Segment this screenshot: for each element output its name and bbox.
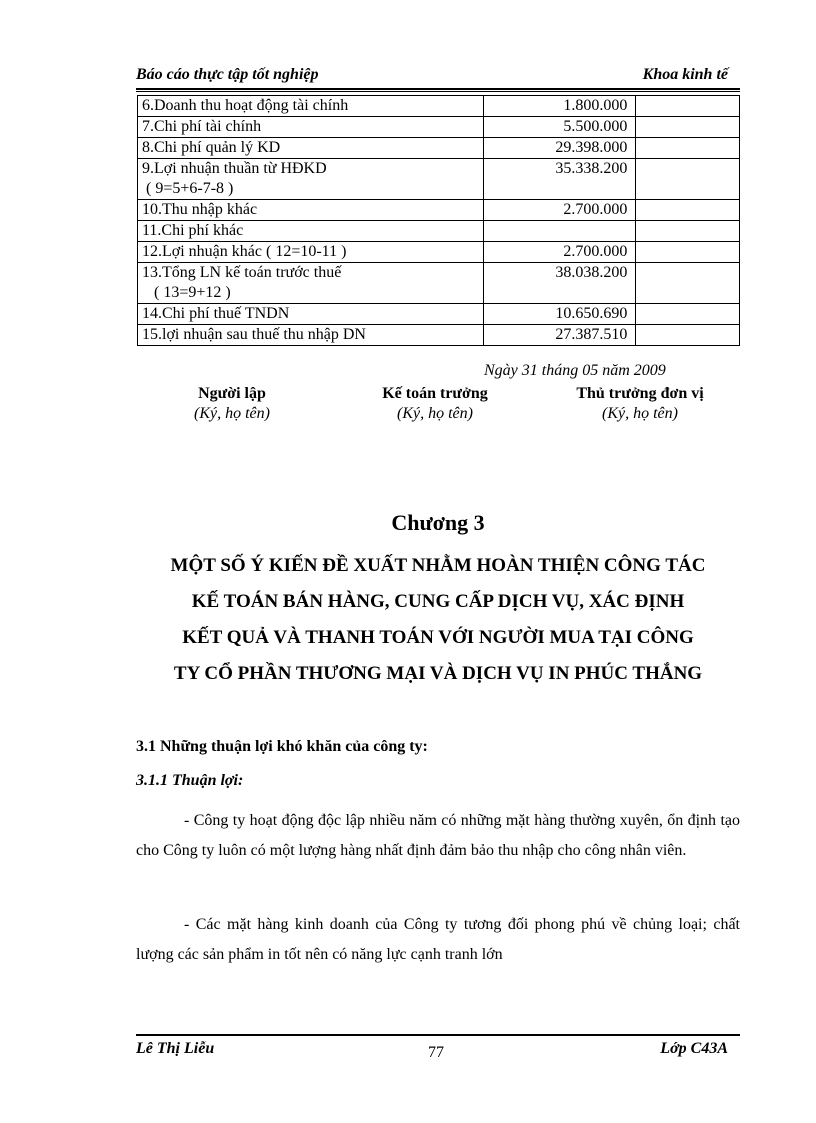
row-item-label: 15.lợi nhuận sau thuế thu nhập DN <box>142 326 366 343</box>
table-row <box>138 117 740 138</box>
row-value-cell <box>484 117 636 138</box>
row-item-formula: ( 9=5+6-7-8 ) <box>142 180 234 197</box>
chapter-title <box>130 548 746 692</box>
row-item-cell <box>138 138 484 159</box>
chapter-title-line: KẾT QUẢ VÀ THANH TOÁN VỚI NGƯỜI MUA TẠI CÔNG <box>182 627 694 648</box>
row-item-label: 7.Chi phí tài chính <box>142 118 262 135</box>
row-empty-cell <box>636 159 740 200</box>
header-faculty: Khoa kinh tế <box>642 66 728 83</box>
preparer-note: (Ký, họ tên) <box>194 405 270 422</box>
row-item-cell <box>138 242 484 263</box>
row-item-cell <box>138 159 484 200</box>
row-value: 10.650.690 <box>555 305 628 322</box>
row-item-label: 9.Lợi nhuận thuần từ HĐKD <box>142 160 327 177</box>
header-report-title: Báo cáo thực tập tốt nghiệp <box>136 66 319 83</box>
row-item-cell <box>138 117 484 138</box>
footer-rule <box>136 1034 740 1036</box>
footer-author: Lê Thị Liễu <box>136 1040 215 1057</box>
row-value: 38.038.200 <box>555 264 628 281</box>
signature-preparer <box>162 384 302 424</box>
row-item-cell <box>138 325 484 346</box>
chapter-number: Chương 3 <box>391 510 485 535</box>
row-empty-cell <box>636 200 740 221</box>
row-empty-cell <box>636 304 740 325</box>
row-value-cell <box>484 159 636 200</box>
row-empty-cell <box>636 117 740 138</box>
row-value-cell <box>484 200 636 221</box>
row-value-cell <box>484 221 636 242</box>
table-row <box>138 96 740 117</box>
preparer-title: Người lập <box>198 385 266 402</box>
row-empty-cell <box>636 138 740 159</box>
row-value: 5.500.000 <box>563 118 628 135</box>
row-item-label: 10.Thu nhập khác <box>142 201 258 218</box>
row-empty-cell <box>636 96 740 117</box>
row-value: 2.700.000 <box>563 201 628 218</box>
table-row <box>138 325 740 346</box>
signature-date: Ngày 31 tháng 05 năm 2009 <box>484 362 666 379</box>
row-item-cell <box>138 221 484 242</box>
signature-director <box>556 384 724 424</box>
row-empty-cell <box>636 263 740 304</box>
row-item-label: 11.Chi phí khác <box>142 222 244 239</box>
table-row <box>138 200 740 221</box>
subsection-heading: 3.1.1 Thuận lợi: <box>136 772 244 789</box>
header-rule <box>136 88 740 90</box>
table-row <box>138 221 740 242</box>
chapter-title-line: MỘT SỐ Ý KIẾN ĐỀ XUẤT NHẰM HOÀN THIỆN CÔNG TÁC <box>170 555 706 576</box>
row-item-cell <box>138 304 484 325</box>
row-value-cell <box>484 138 636 159</box>
income-statement-table <box>137 95 740 346</box>
row-item-label: 12.Lợi nhuận khác ( 12=10-11 ) <box>142 243 347 260</box>
row-empty-cell <box>636 242 740 263</box>
row-value-cell <box>484 325 636 346</box>
accountant-title: Kế toán trưởng <box>382 385 488 402</box>
row-empty-cell <box>636 325 740 346</box>
accountant-note: (Ký, họ tên) <box>397 405 473 422</box>
table-row <box>138 304 740 325</box>
row-item-label: 13.Tổng LN kế toán trước thuế <box>142 264 342 281</box>
signature-accountant <box>360 384 510 424</box>
row-value-cell <box>484 96 636 117</box>
chapter-title-line: KẾ TOÁN BÁN HÀNG, CUNG CẤP DỊCH VỤ, XÁC ĐỊNH <box>191 591 685 612</box>
table-row <box>138 138 740 159</box>
table-row <box>138 159 740 200</box>
row-value: 1.800.000 <box>563 97 628 114</box>
row-value: 35.338.200 <box>555 160 628 177</box>
header-rule-thin <box>136 91 740 92</box>
row-value-cell <box>484 304 636 325</box>
section-heading: 3.1 Những thuận lợi khó khăn của công ty: <box>136 738 428 755</box>
row-value: 2.700.000 <box>563 243 628 260</box>
row-item-cell <box>138 96 484 117</box>
paragraph-2: - Các mặt hàng kinh doanh của Công ty tương đối phong phú về chủng loại; chất lượng các sản phẩm in tốt nên có năng lực cạnh tranh lớn <box>136 916 740 963</box>
director-title: Thủ trưởng đơn vị <box>576 385 704 402</box>
chapter-title-line: TY CỔ PHẦN THƯƠNG MẠI VÀ DỊCH VỤ IN PHÚC THẮNG <box>173 663 703 684</box>
row-value: 27.387.510 <box>555 326 628 343</box>
paragraph-1: - Công ty hoạt động độc lập nhiều năm có những mặt hàng thường xuyên, ổn định tạo cho Công ty luôn có một lượng hàng nhất định đảm bảo thu nhập cho công nhân viên. <box>136 812 740 859</box>
page-number: 77 <box>428 1044 444 1061</box>
table-row <box>138 263 740 304</box>
director-note: (Ký, họ tên) <box>602 405 678 422</box>
row-item-label: 14.Chi phí thuế TNDN <box>142 305 290 322</box>
row-item-cell <box>138 200 484 221</box>
row-value-cell <box>484 263 636 304</box>
footer-class: Lớp C43A <box>660 1040 728 1057</box>
row-item-formula: ( 13=9+12 ) <box>142 284 231 301</box>
page-header <box>136 64 740 88</box>
row-item-label: 8.Chi phí quản lý KD <box>142 139 281 156</box>
row-value-cell <box>484 242 636 263</box>
row-value: 29.398.000 <box>555 139 628 156</box>
table-row <box>138 242 740 263</box>
row-item-label: 6.Doanh thu hoạt động tài chính <box>142 97 349 114</box>
row-item-cell <box>138 263 484 304</box>
row-empty-cell <box>636 221 740 242</box>
